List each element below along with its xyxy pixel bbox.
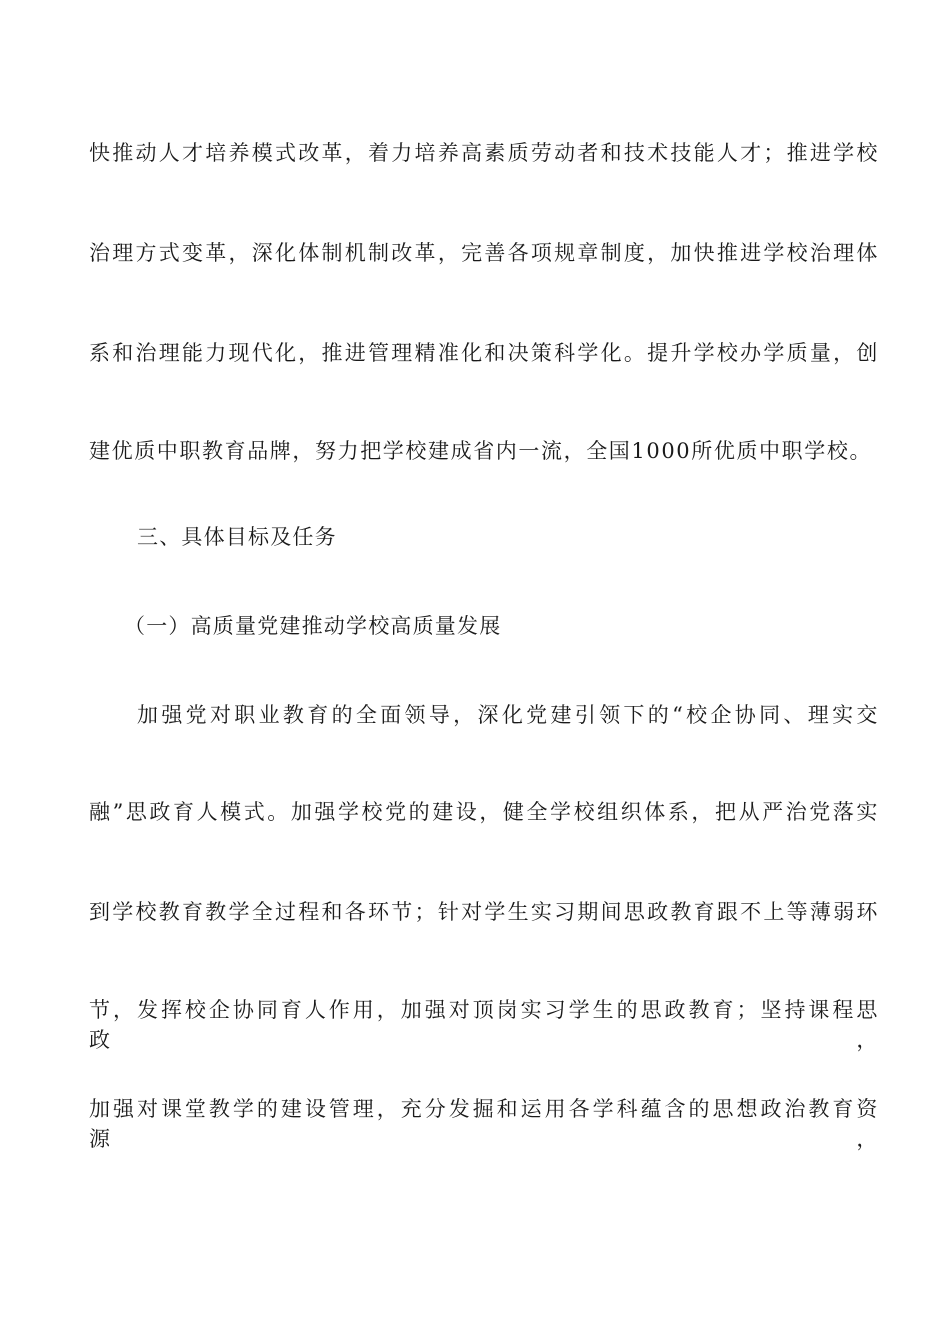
paragraph-line: 建优质中职教育品牌，努力把学校建成省内一流，全国1000所优质中职学校。: [89, 439, 873, 463]
paragraph-line: 系和治理能力现代化，推进管理精准化和决策科学化。提升学校办学质量，创: [89, 341, 879, 365]
paragraph-line: 治理方式变革，深化体制机制改革，完善各项规章制度，加快推进学校治理体: [89, 241, 879, 265]
section-heading: 三、具体目标及任务: [137, 525, 337, 549]
paragraph-line: 加强对课堂教学的建设管理，充分发掘和运用各学科蕴含的思想政治教育资源，: [89, 1097, 879, 1151]
subsection-heading: （一）高质量党建推动学校高质量发展: [124, 614, 502, 638]
paragraph-line: 快推动人才培养模式改革，着力培养高素质劳动者和技术技能人才；推进学校: [89, 141, 879, 165]
paragraph-line: 节，发挥校企协同育人作用，加强对顶岗实习学生的思政教育；坚持课程思政，: [89, 998, 879, 1052]
paragraph-line: 到学校教育教学全过程和各环节；针对学生实习期间思政教育跟不上等薄弱环: [89, 900, 879, 924]
paragraph-line: 加强党对职业教育的全面领导，深化党建引领下的“校企协同、理实交: [137, 703, 879, 727]
paragraph-line: 融”思政育人模式。加强学校党的建设，健全学校组织体系，把从严治党落实: [89, 800, 879, 824]
